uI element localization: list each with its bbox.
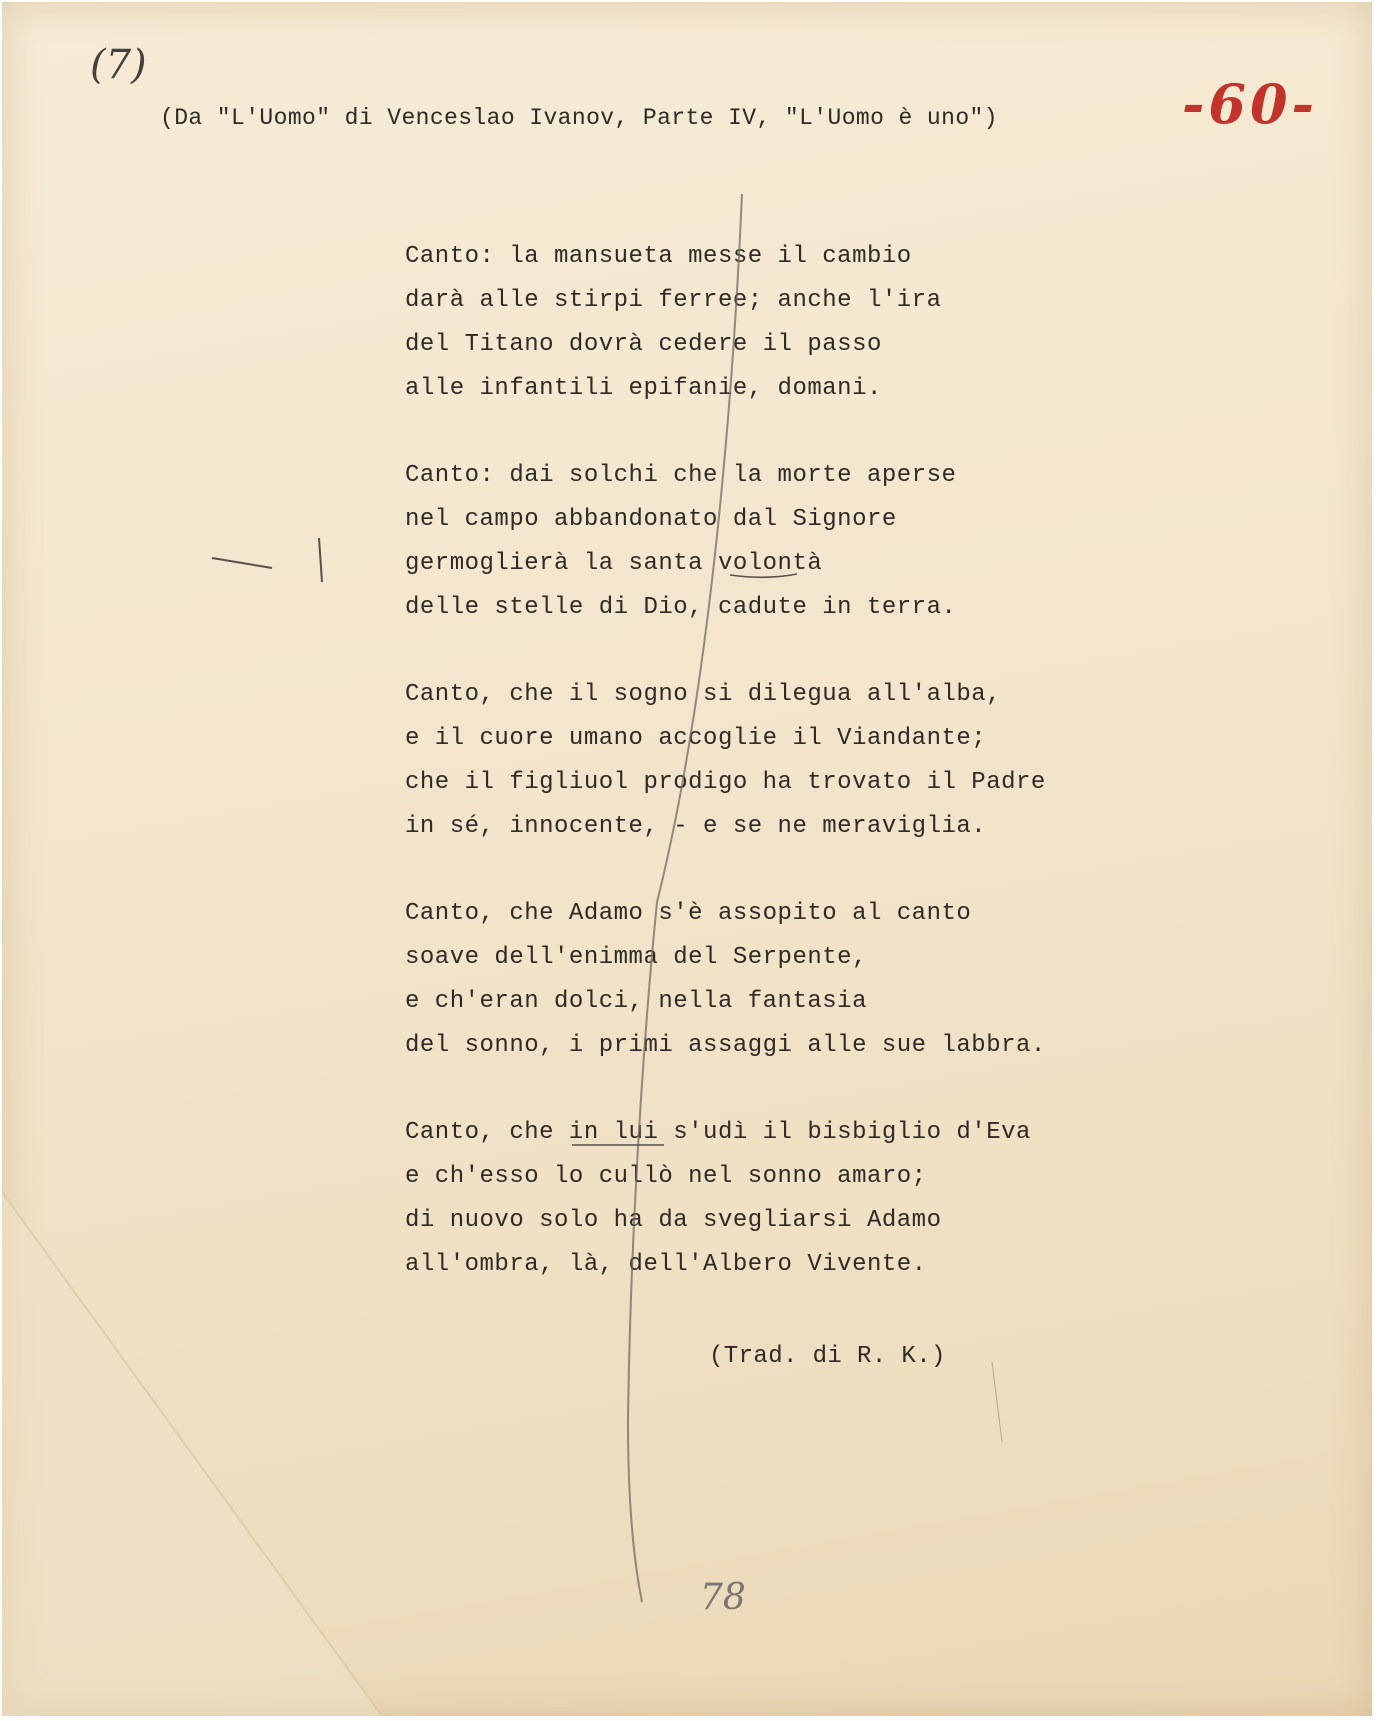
verse-line: Canto: dai solchi che la morte aperse xyxy=(405,462,957,489)
typescript-page xyxy=(2,2,1372,1716)
verse-line: delle stelle di Dio, cadute in terra. xyxy=(405,594,957,621)
verse-line: Canto, che Adamo s'è assopito al canto xyxy=(405,900,972,927)
verse-line: nel campo abbandonato dal Signore xyxy=(405,506,897,533)
stanza xyxy=(405,235,1105,411)
verse-line: di nuovo solo ha da svegliarsi Adamo xyxy=(405,1207,942,1234)
verse-line: Canto, che in lui s'udì il bisbiglio d'Eva xyxy=(405,1119,1031,1146)
verse-line: che il figliuol prodigo ha trovato il Padre xyxy=(405,769,1046,796)
verse-line: Canto: la mansueta messe il cambio xyxy=(405,243,912,270)
page-number: -60- xyxy=(1182,72,1318,136)
verse-line: all'ombra, là, dell'Albero Vivente. xyxy=(405,1251,927,1278)
stanza xyxy=(405,1111,1105,1287)
verse-line: e ch'eran dolci, nella fantasia xyxy=(405,988,867,1015)
verse-line: e ch'esso lo cullò nel sonno amaro; xyxy=(405,1163,927,1190)
stanza xyxy=(405,454,1105,630)
stanza xyxy=(405,673,1105,849)
verse-line: del Titano dovrà cedere il passo xyxy=(405,331,882,358)
poem-body xyxy=(405,235,1105,1330)
stanza xyxy=(405,892,1105,1068)
folio-mark: (7) xyxy=(90,42,147,88)
verse-line: germoglierà la santa volontà xyxy=(405,550,823,577)
verse-line: darà alle stirpi ferree; anche l'ira xyxy=(405,287,942,314)
verse-line: Canto, che il sogno si dilegua all'alba, xyxy=(405,681,1002,708)
verse-line: in sé, innocente, - e se ne meraviglia. xyxy=(405,813,987,840)
verse-line: soave dell'enimma del Serpente, xyxy=(405,944,867,971)
source-line: (Da "L'Uomo" di Venceslao Ivanov, Parte IV, "L'Uomo è uno") xyxy=(160,105,998,131)
verse-line: del sonno, i primi assaggi alle sue labbra. xyxy=(405,1032,1046,1059)
translator-credit: (Trad. di R. K.) xyxy=(709,1343,946,1370)
archive-number: 78 xyxy=(700,1577,746,1618)
verse-line: alle infantili epifanie, domani. xyxy=(405,375,882,402)
verse-line: e il cuore umano accoglie il Viandante; xyxy=(405,725,987,752)
